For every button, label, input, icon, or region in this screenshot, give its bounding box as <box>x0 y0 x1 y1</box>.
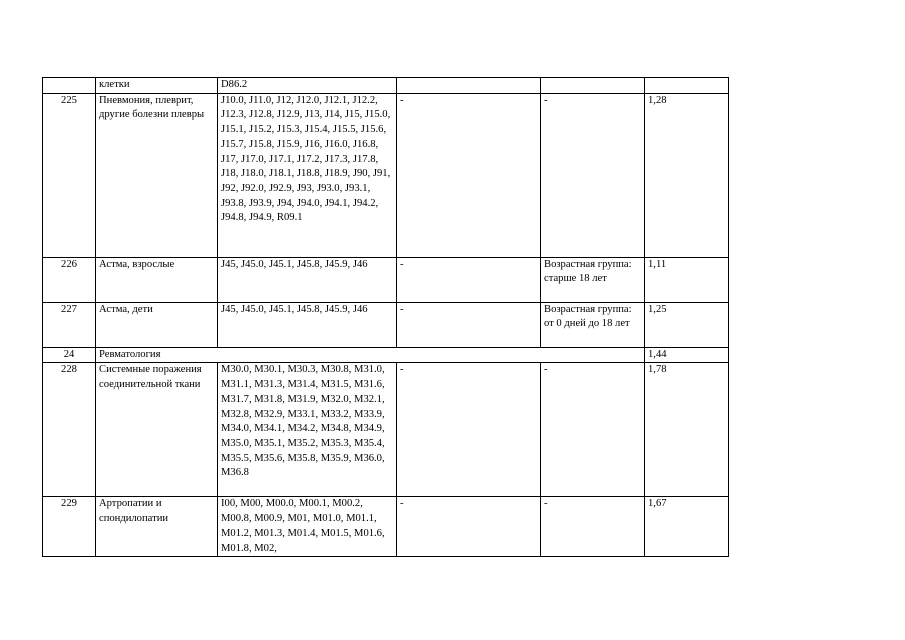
row-name: Артропатии и спондилопатии <box>96 497 218 557</box>
table-row <box>43 302 729 347</box>
row-number: 225 <box>43 93 96 257</box>
row-age-criteria: Возрастная группа: старше 18 лет <box>541 257 645 302</box>
row-coefficient: 1,28 <box>645 93 729 257</box>
row-name: Астма, взрослые <box>96 257 218 302</box>
table-row <box>43 363 729 497</box>
row-codes: D86.2 <box>218 78 397 94</box>
row-coefficient: 1,11 <box>645 257 729 302</box>
table-row <box>43 497 729 557</box>
row-number: 228 <box>43 363 96 497</box>
section-title: Ревматология <box>96 347 645 363</box>
table-row <box>43 78 729 94</box>
row-name: Астма, дети <box>96 302 218 347</box>
section-number: 24 <box>43 347 96 363</box>
row-name: клетки <box>96 78 218 94</box>
section-coefficient: 1,44 <box>645 347 729 363</box>
row-coefficient: 1,67 <box>645 497 729 557</box>
row-age-criteria: - <box>541 497 645 557</box>
row-number <box>43 78 96 94</box>
row-age-criteria: - <box>541 93 645 257</box>
row-codes: I00, M00, M00.0, M00.1, M00.2, M00.8, M00.9, M01, M01.0, M01.1, M01.2, M01.3, M01.4, M01.5, M01.6, M01.8, M02, <box>218 497 397 557</box>
section-row <box>43 347 729 363</box>
row-name: Системные поражения соединительной ткани <box>96 363 218 497</box>
row-extra-criteria: - <box>397 363 541 497</box>
row-extra-criteria: - <box>397 93 541 257</box>
row-number: 229 <box>43 497 96 557</box>
row-extra-criteria: - <box>397 302 541 347</box>
row-name: Пневмония, плеврит, другие болезни плевры <box>96 93 218 257</box>
row-coefficient: 1,78 <box>645 363 729 497</box>
row-age-criteria: Возрастная группа: от 0 дней до 18 лет <box>541 302 645 347</box>
row-number: 227 <box>43 302 96 347</box>
row-coefficient: 1,25 <box>645 302 729 347</box>
row-age-criteria <box>541 78 645 94</box>
row-extra-criteria: - <box>397 497 541 557</box>
row-extra-criteria: - <box>397 257 541 302</box>
row-codes: M30.0, M30.1, M30.3, M30.8, M31.0, M31.1, M31.3, M31.4, M31.5, M31.6, M31.7, M31.8, M31.9, M32.0, M32.1, M32.8, M32.9, M33.1, M33.2, M33.9, M34.0, M34.1, M34.2, M34.8, M34.9, M35.0, M35.1, M35.2, M35.3, M35.4, M35.5, M35.6, M35.8, M35.9, M36.0, M36.8 <box>218 363 397 497</box>
row-age-criteria: - <box>541 363 645 497</box>
row-coefficient <box>645 78 729 94</box>
row-codes: J45, J45.0, J45.1, J45.8, J45.9, J46 <box>218 257 397 302</box>
row-extra-criteria <box>397 78 541 94</box>
row-codes: J45, J45.0, J45.1, J45.8, J45.9, J46 <box>218 302 397 347</box>
table-row <box>43 257 729 302</box>
row-codes: J10.0, J11.0, J12, J12.0, J12.1, J12.2, J12.3, J12.8, J12.9, J13, J14, J15, J15.0, J15.1, J15.2, J15.3, J15.4, J15.5, J15.6, J15.7, J15.8, J15.9, J16, J16.0, J16.8, J17, J17.0, J17.1, J17.2, J17.3, J17.8, J18, J18.0, J18.1, J18.8, J18.9, J90, J91, J92, J92.0, J92.9, J93, J93.0, J93.1, J93.8, J93.9, J94, J94.0, J94.1, J94.2, J94.8, J94.9, R09.1 <box>218 93 397 257</box>
classification-table <box>42 77 729 557</box>
table-row <box>43 93 729 257</box>
row-number: 226 <box>43 257 96 302</box>
